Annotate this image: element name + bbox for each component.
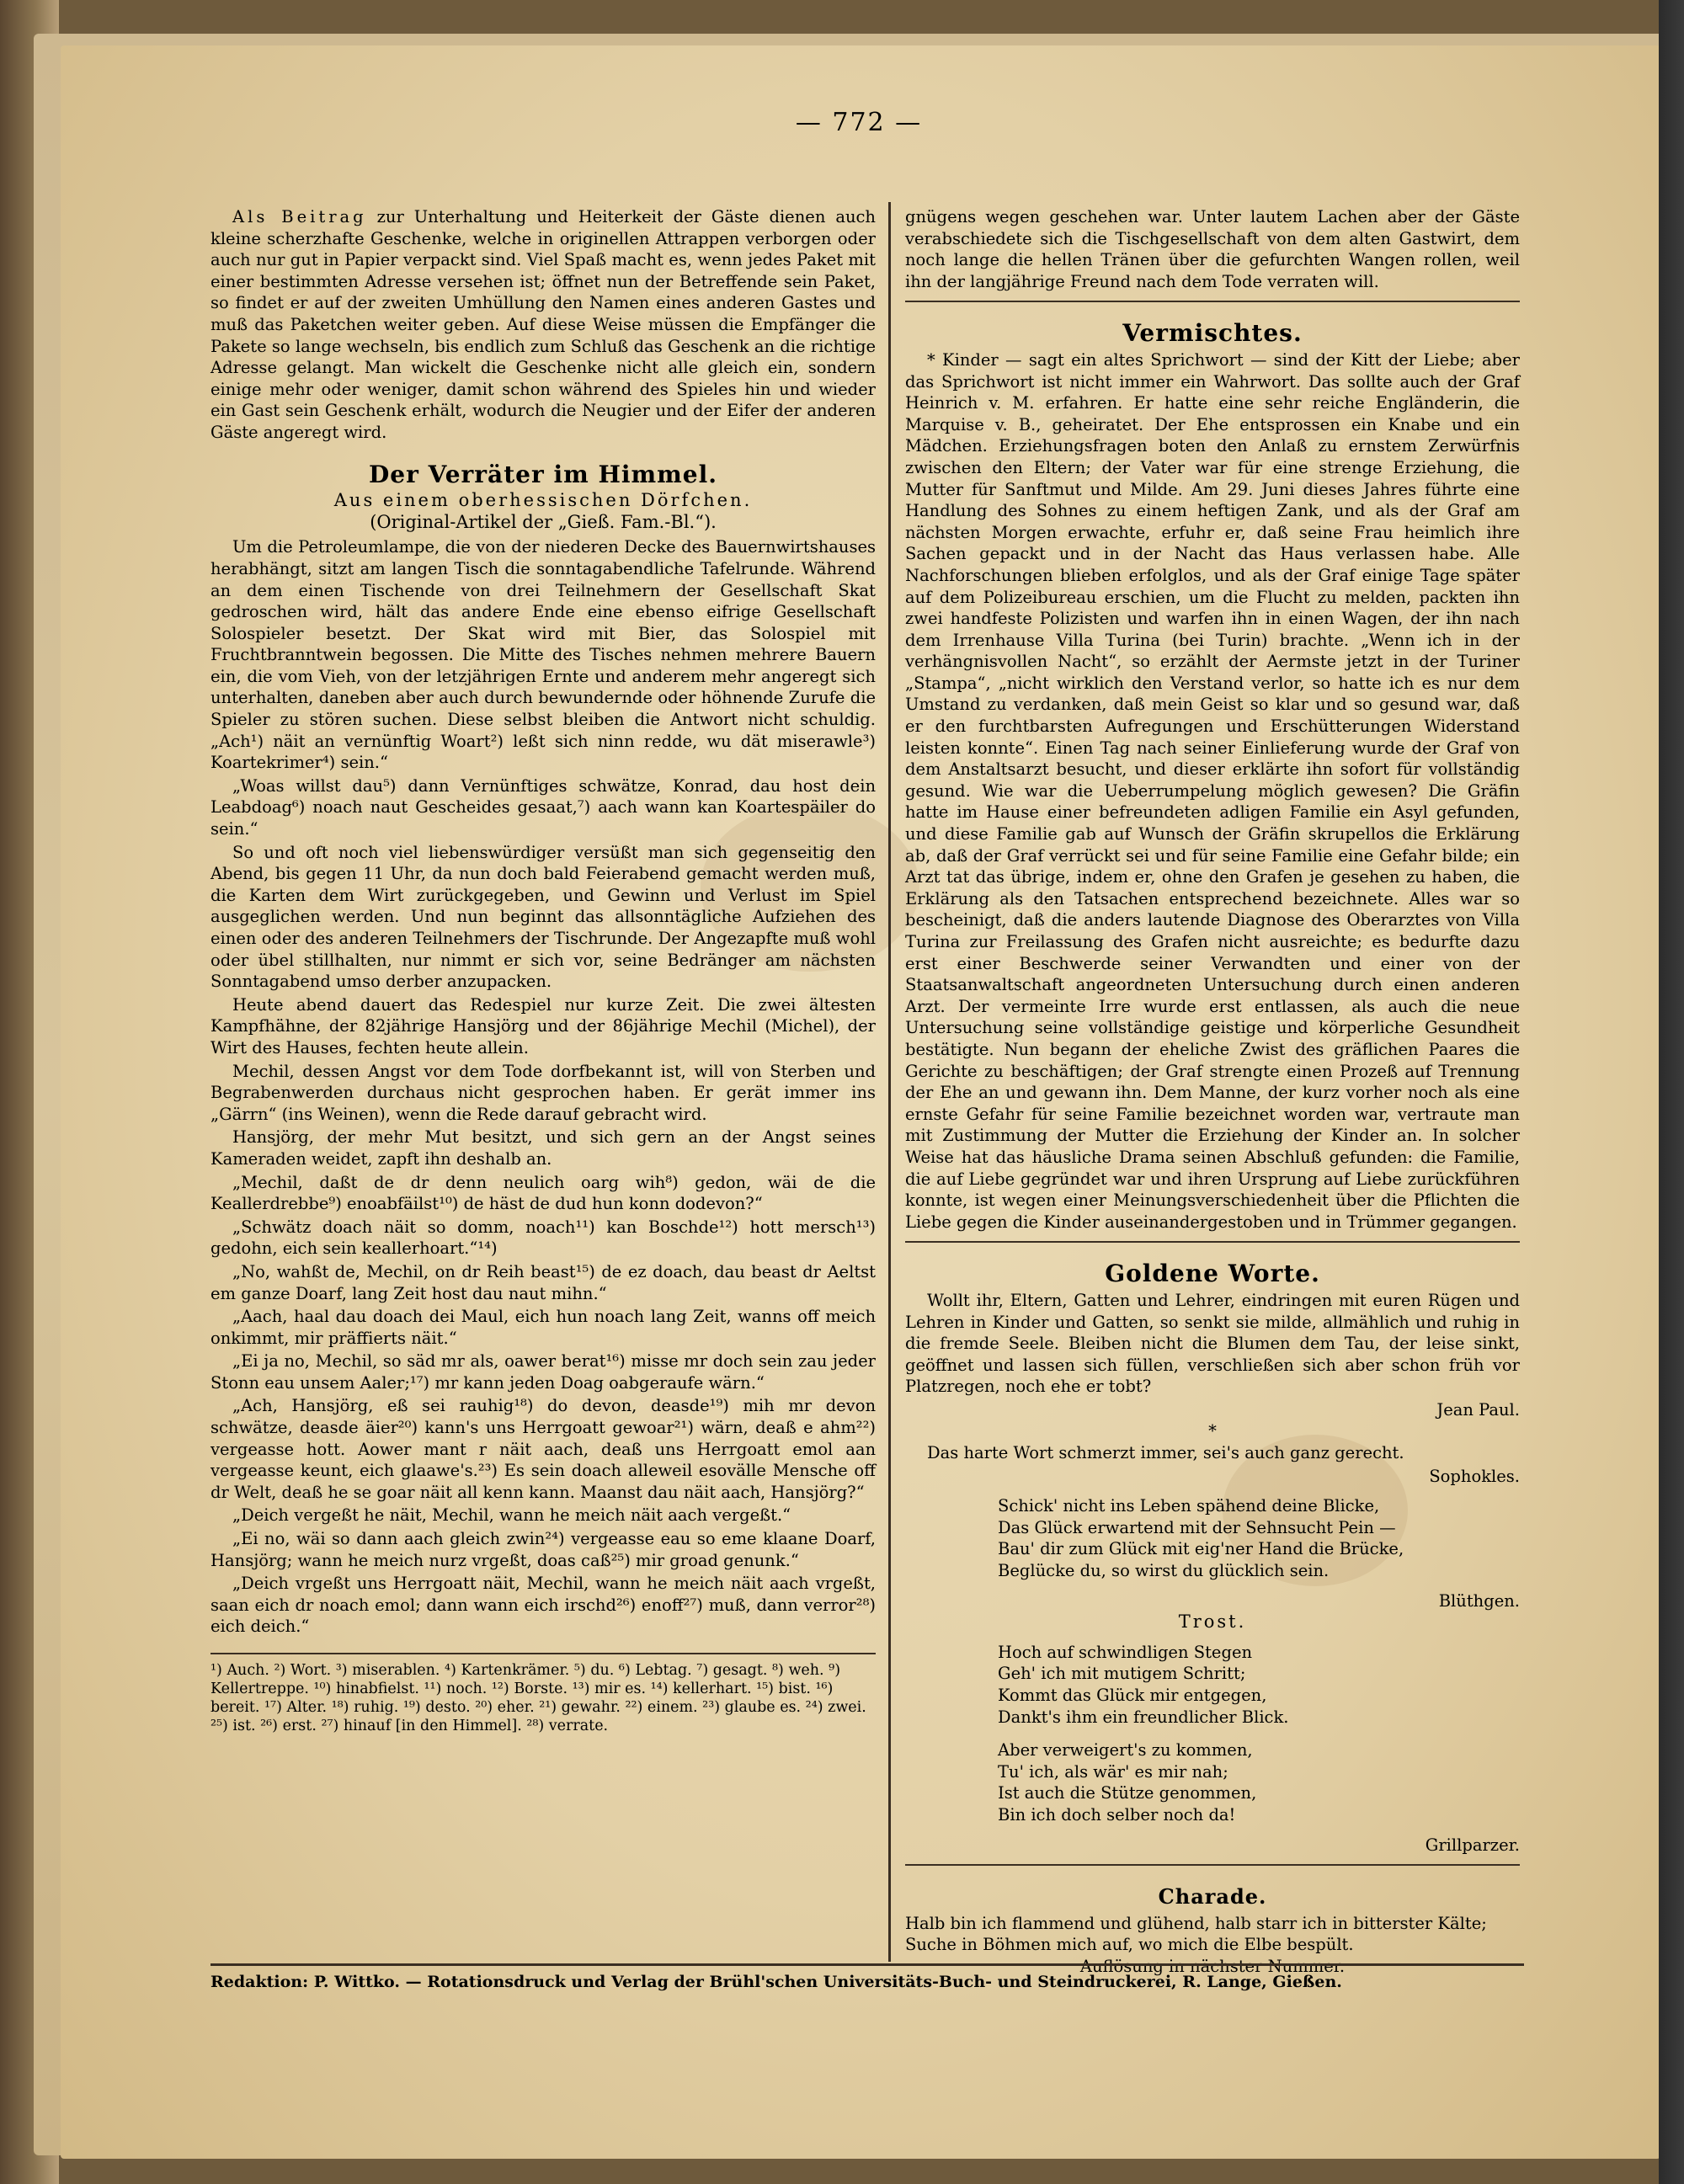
poem-line: Ist auch die Stütze genommen, — [998, 1783, 1257, 1803]
poem-line: Geh' ich mit mutigem Schritt; — [998, 1664, 1246, 1684]
charade-line: Suche in Böhmen mich auf, wo mich die Elbe bespült. — [905, 1935, 1354, 1955]
poem-line: Aber verweigert's zu kommen, — [998, 1740, 1253, 1761]
story-paragraph: „Deich vrgeßt uns Herrgoatt näit, Mechil, wann he meich näit aach vrgeßt, saan eich dr noach emol; dann wann eich irschd²⁶) enoff²⁷) muß, dann verror²⁸) eich deich.“ — [210, 1574, 876, 1637]
poem-line — [998, 1728, 1520, 1739]
story-paragraph: So und oft noch viel liebenswürdiger versüßt man sich gegenseitig den Abend, bis gegen 11 Uhr, da nun doch bald Feierabend gemacht werden muß, die Karten dem Wirt zurückgegeben, und Gewinn und Verlust im Spiel ausgeglichen werden. Und nun beginnt das allsonntägliche Aufziehen des einen oder des anderen Teilnehmers der Tischrunde. Der Angezapfte muß wohl oder übel stillhalten, nur nimmt er sich vor, seine Bedränger am nächsten Sonntagabend umso derber anzupacken. — [210, 842, 876, 992]
story-paragraph: „Woas willst dau⁵) dann Vernünftiges schwätze, Konrad, dau host dein Leabdoag⁶) noach naut Gescheides gesaat,⁷) aach wann kan Koartespäiler do sein.“ — [210, 775, 876, 839]
poem-line: Schick' nicht ins Leben spähend deine Blicke, — [998, 1496, 1380, 1516]
story-paragraph: Hansjörg, der mehr Mut besitzt, und sich gern an der Angst seines Kameraden weidet, zapft ihn deshalb an. — [210, 1127, 876, 1169]
poem-line: Das Glück erwartend mit der Sehnsucht Pein — — [998, 1517, 1396, 1537]
story-paragraph: „Ei ja no, Mechil, so säd mr als, oawer berat¹⁶) misse mr doch sein zau jeder Stonn eau unsem Aaler;¹⁷) mr kann jeden Doag oabgeraufe wärn.“ — [210, 1351, 876, 1393]
section-rule — [905, 301, 1520, 302]
poem-line: Kommt das Glück mir entgegen, — [998, 1686, 1267, 1705]
right-column — [905, 206, 1520, 1978]
story-source: (Original-Artikel der „Gieß. Fam.-Bl.“). — [370, 511, 717, 532]
poem-line: Dankt's ihm ein freundlicher Blick. — [998, 1707, 1289, 1727]
left-column — [210, 206, 876, 1735]
golden-words-paragraph: Wollt ihr, Eltern, Gatten und Lehrer, eindringen mit euren Rügen und Lehren in Kinder und Gatten, so senkt sie milde, allmählich und ruhig in die fremde Seele. Bleiben nicht die Blumen dem Tau, der leise sinkt, geöffnet und lassen sich füllen, verschließen sich aber schon früh vor Platzregen, noch ehe er tobt? — [905, 1290, 1520, 1397]
poem-line: Beglücke du, so wirst du glücklich sein. — [998, 1561, 1330, 1581]
intro-paragraph — [210, 206, 876, 444]
poem-line: Bau' dir zum Glück mit eig'ner Hand die Brücke, — [998, 1539, 1404, 1559]
separator-star: * — [1208, 1421, 1217, 1441]
section-rule — [905, 1864, 1520, 1866]
poem-title: Trost. — [1178, 1611, 1247, 1633]
intro-lead: Als Beitrag — [232, 207, 367, 226]
charade-line: Halb bin ich flammend und glühend, halb starr ich in bitterster Kälte; — [905, 1913, 1487, 1933]
column-divider — [888, 202, 891, 1962]
golden-words-title: Goldene Worte. — [1105, 1260, 1320, 1288]
story-subtitle: Aus einem oberhessischen Dörfchen. — [333, 490, 753, 511]
imprint: Redaktion: P. Wittko. — Rotationsdruck und Verlag der Brühl'schen Universitäts-Buch- und Steindruckerei, R. Lange, Gießen. — [210, 1963, 1524, 1991]
poem-line: Hoch auf schwindligen Stegen — [998, 1642, 1253, 1662]
story-continuation: gnügens wegen geschehen war. Unter lautem Lachen aber der Gäste verabschiedete sich die Tischgesellschaft von dem alten Gastwirt, dem noch lange die hellen Tränen über die gefurchten Wangen rollen, weil ihn der langjährige Freund nach dem Tode verraten will. — [905, 207, 1520, 291]
intro-text: zur Unterhaltung und Heiterkeit der Gäste dienen auch kleine scherzhafte Geschenke, welche in originellen Attrappen verborgen oder auch nur gut in Papier verpackt sind. Viel Spaß macht es, wenn jedes Paket mit einer bestimmten Adresse versehen ist; öffnet nun der Betreffende sein Paket, so findet er auf der zweiten Umhüllung den Namen eines anderen Gastes und muß das Paketchen weiter geben. Auf diese Weise müssen die Empfänger die Pakete so lange wechseln, bis endlich zum Schluß das Geschenk an die richtige Adresse gelangt. Man wickelt die Geschenke nicht alle gleich ein, sondern einige mehr oder weniger, damit schon während des Spieles hin und wieder ein Gast sein Geschenk erhält, wodurch die Neugier und der Eifer der anderen Gäste angeregt wird. — [210, 207, 876, 442]
story-paragraph: „Ei no, wäi so dann aach gleich zwin²⁴) vergeasse eau so eme klaane Doarf, Hansjörg; wann he meich nurz vrgeßt, doas caß²⁵) mir groad genunk.“ — [210, 1529, 876, 1570]
poem-line: Bin ich doch selber noch da! — [998, 1804, 1236, 1824]
story-paragraph: „Ach, Hansjörg, eß sei rauhig¹⁸) do devon, deasde¹⁹) mih mr devon schwätze, deasde äier²⁰) kann's uns Herrgoatt gewoar²¹) wärn, deaß e ahm²²) vergeasse hott. Aower mant r näit aach, deaß uns Herrgoatt emol aan vergeasse keunt, eich glaawe's.²³) Es sein doach alleweil esovälle Mensche off dr Welt, deaß he se goar näit all kenn kann. Maanst dau näit aach, Hansjörg?“ — [210, 1396, 876, 1502]
story-paragraph: Heute abend dauert das Redespiel nur kurze Zeit. Die zwei ältesten Kampfhähne, der 82jährige Hansjörg und der 86jährige Mechil (Michel), der Wirt des Hauses, fechten heute allein. — [210, 994, 876, 1057]
page-number: — 772 — — [795, 108, 923, 137]
story-paragraph: „No, wahßt de, Mechil, on dr Reih beast¹⁵) de ez doach, dau beast dr Aeltst em ganze Doarf, lang Zeit host dau naut mihn.“ — [210, 1261, 876, 1303]
quote-sophokles: Das harte Wort schmerzt immer, sei's auch ganz gerecht. — [927, 1443, 1404, 1463]
quote-author: Sophokles. — [1429, 1466, 1520, 1486]
story-paragraph: „Aach, haal dau doach dei Maul, eich hun noach lang Zeit, wanns off meich onkimmt, mir präffierts näit.“ — [210, 1307, 876, 1348]
misc-title: Vermischtes. — [1122, 319, 1303, 348]
story-paragraph: „Schwätz doach näit so domm, noach¹¹) kan Boschde¹²) hott mersch¹³) gedohn, eich sein keallerhoart.“¹⁴) — [210, 1217, 876, 1259]
story-paragraph: Mechil, dessen Angst vor dem Tode dorfbekannt ist, will von Sterben und Begrabenwerden durchaus nicht gesprochen haben. Er gerät immer ins „Gärrn“ (ins Weinen), wenn die Rede darauf gebracht wird. — [210, 1061, 876, 1124]
poem-grillparzer — [998, 1642, 1520, 1826]
book-cover-edge — [1659, 0, 1684, 2184]
section-rule — [905, 1241, 1520, 1243]
poem-author: Blüthgen. — [1438, 1590, 1520, 1611]
story-paragraph: Um die Petroleumlampe, die von der niederen Decke des Bauernwirtshauses herabhängt, sitzt am langen Tisch die sonntagabendliche Tafelrunde. Während an dem einen Tischende von drei Teilnehmern der Gesellschaft Skat gedroschen wird, hält das andere Ende eine ebenso eifrige Gesellschaft Solospieler besetzt. Der Skat wird mit Bier, das Solospiel mit Fruchtbranntwein begossen. Die Mitte des Tisches nehmen mehrere Bauern ein, die vom Vieh, von der letzjährigen Ernte und anderem mehr angeregt sich unterhalten, daneben aber auch durch bewundernde oder höhnende Zurufe die Spieler zu stören suchen. Diese selbst bleiben die Antwort nicht schuldig. „Ach¹) näit an vernünftig Woart²) leßt sich ninn redde, wu dät miserawle³) Koartekrimer⁴) sein.“ — [210, 537, 876, 773]
charade-note: Auflösung in nächster Nummer. — [1079, 1956, 1346, 1976]
story-paragraph: „Deich vergeßt he näit, Mechil, wann he meich näit aach vergeßt.“ — [232, 1505, 791, 1526]
footnotes: ¹) Auch. ²) Wort. ³) miserablen. ⁴) Kartenkrämer. ⁵) du. ⁶) Lebtag. ⁷) gesagt. ⁸) weh. ⁹) Kellertreppe. ¹⁰) hinabfielst. ¹¹) noch. ¹²) Borste. ¹³) mir es. ¹⁴) kellerhart. ¹⁵) bist. ¹⁶) bereit. ¹⁷) Alter. ¹⁸) ruhig. ¹⁹) desto. ²⁰) eher. ²¹) gewahr. ²²) einem. ²³) glaube es. ²⁴) zwei. ²⁵) ist. ²⁶) erst. ²⁷) hinauf [in den Himmel]. ²⁸) verrate. — [210, 1653, 876, 1735]
story-paragraph: „Mechil, daßt de dr denn neulich oarg wih⁸) gedon, wäi de die Keallerdrebbe⁹) enoabfäilst¹⁰) de häst de dud hun konn dodevon?“ — [210, 1172, 876, 1214]
poem-author: Grillparzer. — [1425, 1835, 1520, 1855]
poem-bluethgen — [998, 1495, 1520, 1581]
poem-line: Tu' ich, als wär' es mir nah; — [998, 1761, 1228, 1782]
golden-words-author: Jean Paul. — [1436, 1399, 1520, 1420]
misc-paragraph: * Kinder — sagt ein altes Sprichwort — sind der Kitt der Liebe; aber das Sprichwort ist nicht immer ein Wahrwort. Das sollte auch der Graf Heinrich v. M. erfahren. Er hatte eine sehr reiche Engländerin, die Marquise v. B., geheiratet. Der Ehe entsprossen ein Knabe und ein Mädchen. Erziehungsfragen boten den Anlaß zu ernstem Zerwürfnis zwischen den Eltern; der Vater war für eine strenge Erziehung, die Mutter für Sanftmut und Milde. Am 29. Juni dieses Jahres führte eine Handlung des Sohnes zu einem heftigen Zank, und als der Graf am nächsten Morgen erwachte, erfuhr er, daß seine Frau heimlich ihre Sachen gepackt und in der Nacht das Haus verlassen habe. Alle Nachforschungen blieben erfolglos, und als der Graf einige Tage später auf dem Polizeibureau erschien, um die Flucht zu melden, packten ihn zwei handfeste Polizisten und warfen ihn in einen Wagen, der ihn nach dem Irrenhause Villa Turina (bei Turin) brachte. „Wenn ich in der verhängnisvollen Nacht“, so erzählt der Aermste jetzt in der Turiner „Stampa“, „nicht wirklich den Verstand verlor, so hatte ich es nur dem Umstand zu verdanken, daß mein Geist so klar und so gesund war, daß er den furchtbarsten Aufregungen und Erschütterungen Widerstand leisten konnte“. Einen Tag nach seiner Einlieferung wurde der Graf von dem Anstaltsarzt besucht, und dieser erklärte ihn sofort für vollständig gesund. Wie war die Ueberrumpelung möglich gewesen? Die Gräfin hatte im Hause einer befreundeten adligen Familie ein Asyl gefunden, und diese Familie gab auf Wunsch der Gräfin skrupellos die Erklärung ab, daß der Graf verrückt sei und für seine Familie eine Gefahr bilde; ein Arzt tat das übrige, indem er, ohne den Grafen je gesehen zu haben, die Erklärung als den Tatsachen entsprechend bezeichnete. Alles war so bescheinigt, daß die anders lautende Diagnose des Oberarztes von Villa Turina zur Freilassung des Grafen nicht ausreichte; es bedurfte dazu erst einer Beschwerde seiner Verwandten und einer von der Staatsanwaltschaft angeordneten Untersuchung durch einen anderen Arzt. Der vermeinte Irre wurde erst entlassen, als auch die neue Untersuchung seine vollständige geistige und körperliche Gesundheit bestätigte. Nun begann der eheliche Zwist des gräflichen Paares die Gerichte zu beschäftigen; der Graf strengte einen Prozeß auf Trennung der Ehe an und gewann ihn. Dem Manne, der kurz vorher noch als eine ernste Gefahr für seine Familie bezeichnet worden war, vertraute man mit Zustimmung der Mutter die Erziehung der Kinder an. In solcher Weise hat das häusliche Drama seinen Abschluß gefunden: die Familie, die auf Liebe gegründet war und ihren Ursprung auf Liebe zurückführen konnte, ist wegen einer Meinungsverschiedenheit über die Pflichten die Liebe gegen die Kinder auseinandergestoben und in Trümmer gegangen. — [905, 349, 1520, 1232]
charade-title: Charade. — [1158, 1884, 1267, 1910]
story-title: Der Verräter im Himmel. — [368, 460, 717, 488]
